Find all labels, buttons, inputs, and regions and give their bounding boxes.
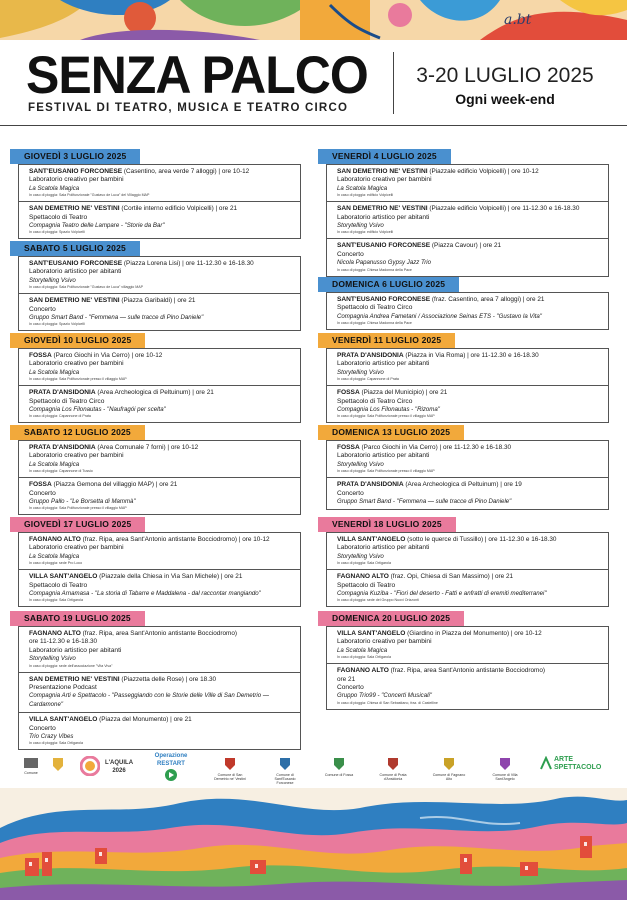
event-performer: La Scatola Magica: [337, 184, 388, 192]
event-location: FAGNANO ALTO: [337, 667, 389, 675]
event-rain-note: In caso di pioggia: Sala Polifunzionale "Gustavo de Luca" del Villaggio MAP: [29, 193, 150, 198]
day-events: [326, 626, 609, 710]
event: [19, 164, 300, 201]
event-detail: (Area Archeologica di Peltuinum) | ore 19: [403, 481, 522, 489]
event-performer: Compagnia Kuziba - "Fiori del deserto - Fatti e anfratti di eremiti mediterranei": [337, 590, 547, 598]
event-detail: (Piazza Cavour) | ore 21: [430, 242, 502, 250]
logo-arte-spettacolo: ARTE SPETTACOLO: [540, 756, 610, 772]
event-location: FAGNANO ALTO: [337, 573, 389, 581]
event-detail: (fraz. Casentino, area 7 alloggi) | ore 21: [430, 296, 545, 303]
event-rain-note: In caso di pioggia: Capannone di Tussio: [29, 469, 93, 474]
event-detail: (sotto le querce di Tussillo) | ore 11-12.30 e 16-18.30: [405, 536, 557, 543]
day-events: [326, 348, 609, 423]
event-rain-note: In caso di pioggia: Sala Polifunzionale presso il villaggio MAP: [29, 377, 127, 382]
event-location: SANT'EUSANIO FORCONESE: [29, 168, 123, 175]
event-time: ore 11-12.30 e 16-18.30: [29, 638, 98, 646]
event-type: Laboratorio artistico per abitanti: [337, 360, 430, 368]
event: [19, 293, 300, 330]
event-rain-note: In caso di pioggia: Chiesa Madonna della Pace: [337, 321, 412, 326]
day-header: VENERDÌ 4 LUGLIO 2025: [318, 149, 451, 164]
header: [0, 40, 627, 126]
event-type: Laboratorio artistico per abitanti: [337, 213, 430, 221]
event: [19, 532, 300, 569]
event-performer: Storytelling Vsivo: [337, 460, 384, 468]
day-events: [18, 626, 301, 750]
event: [19, 569, 300, 606]
event: [327, 569, 608, 606]
day-events: [326, 440, 609, 510]
event: [19, 201, 300, 238]
event-performer: Trio Crazy Vibes: [29, 733, 74, 741]
event-location: FAGNANO ALTO: [29, 630, 81, 637]
day-header: GIOVEDÌ 3 LUGLIO 2025: [10, 149, 140, 164]
day-header: VENERDÌ 11 LUGLIO 2025: [318, 333, 455, 348]
event-rain-note: In caso di pioggia: sede Pro Loco: [29, 561, 83, 566]
event-type: Spettacolo di Teatro: [29, 581, 88, 589]
event: [327, 626, 608, 663]
event: [327, 292, 608, 329]
event-detail: (Casentino, area verde 7 alloggi) | ore 10-12: [122, 168, 250, 175]
event-location: SAN DEMETRIO NE' VESTINI: [337, 205, 428, 213]
day-events: [326, 292, 609, 330]
event-type: Spettacolo di Teatro Circo: [29, 397, 105, 405]
event-location: FOSSA: [337, 389, 360, 397]
event-performer: Storytelling Vsivo: [29, 655, 76, 663]
event-detail: (Piazzale edificio Volpicelli) | ore 10-12: [427, 168, 539, 175]
event-performer: Storytelling Vsivo: [337, 222, 384, 230]
event-rain-note: In caso di pioggia: edificio Volpicelli: [337, 230, 394, 235]
event-detail: (fraz. Ripa, area Sant'Antonio antistante Bocciodromo): [80, 630, 238, 637]
event-detail: (Parco Giochi in Via Cerro) | ore 10-12: [51, 352, 163, 359]
event-type: Spettacolo di Teatro: [337, 581, 396, 589]
event-detail: (Piazza Garibaldi) | ore 21: [119, 297, 196, 305]
logo-operazione-restart: Operazione RESTART: [150, 752, 192, 783]
event-location: PRATA D'ANSIDONIA: [337, 481, 404, 489]
event-location: VILLA SANT'ANGELO: [337, 630, 406, 637]
event: [327, 238, 608, 275]
day-block: [10, 238, 302, 331]
day-events: [18, 256, 301, 331]
day-block: [10, 146, 302, 239]
day-block: [10, 608, 302, 750]
event-performer: La Scatola Magica: [337, 646, 388, 654]
event-type: Laboratorio creativo per bambini: [337, 638, 432, 646]
event-location: SAN DEMETRIO NE' VESTINI: [337, 168, 428, 175]
event-location: SAN DEMETRIO NE' VESTINI: [29, 205, 120, 213]
event-location: FOSSA: [29, 481, 52, 489]
event-rain-note: In caso di pioggia: Sala Ortigarola: [337, 655, 391, 660]
event-rain-note: In caso di pioggia: Chiesa di San Sebastiano, fraz. di Castelline: [337, 700, 438, 705]
event-detail: (Piazzale della Chiesa in Via San Michele) | ore 21: [97, 573, 243, 581]
logo-sant-eusanio: Comune di Sant'Eusanio Forconese: [268, 756, 302, 785]
event-rain-note: In caso di pioggia: Capannone di Prata: [337, 377, 399, 382]
day-events: [326, 532, 609, 607]
event-type: Spettacolo di Teatro: [29, 213, 88, 221]
event: [19, 440, 300, 477]
event-performer: Storytelling Vsivo: [337, 552, 384, 560]
event-type: Spettacolo di Teatro Circo: [337, 304, 413, 312]
event-detail: (Piazzale edificio Volpicelli) | ore 11-12.30 e 16-18.30: [427, 205, 580, 213]
logo-fagnano: Comune di Fagnano Alto: [432, 756, 466, 781]
event-time: ore 21: [337, 675, 356, 683]
event-rain-note: In caso di pioggia: Sala Polifunzionale presso il villaggio MAP: [337, 469, 435, 474]
event-rain-note: In caso di pioggia: Spazio Volpicelli: [29, 230, 85, 235]
event-type: Concerto: [337, 684, 364, 692]
event-location: FOSSA: [337, 444, 360, 451]
day-events: [18, 164, 301, 239]
day-block: [318, 146, 610, 277]
event-performer: Gruppo Smart Band - "Femmena — sulle tracce di Pino Daniele": [337, 498, 512, 506]
event: [19, 626, 300, 672]
event-location: VILLA SANT'ANGELO: [29, 573, 98, 581]
event: [327, 477, 608, 509]
logo-regione: [48, 756, 68, 773]
event-performer: La Scatola Magica: [29, 368, 80, 376]
event-detail: (Parco Giochi in Via Cerro) | ore 11-12.30 e 16-18.30: [359, 444, 512, 451]
event-type: Concerto: [337, 250, 364, 258]
event: [327, 348, 608, 385]
day-header: SABATO 12 LUGLIO 2025: [10, 425, 145, 440]
event-type: Presentazione Podcast: [29, 684, 97, 692]
day-block: [10, 514, 302, 607]
event-detail: (fraz. Opi, Chiesa di San Massimo) | ore 21: [388, 573, 514, 581]
event-type: Laboratorio creativo per bambini: [29, 452, 124, 460]
event: [327, 385, 608, 422]
day-header: DOMENICA 20 LUGLIO 2025: [318, 611, 464, 626]
event-location: PRATA D'ANSIDONIA: [29, 444, 96, 451]
event-type: Spettacolo di Teatro Circo: [337, 397, 413, 405]
logo-villa-sant-angelo: Comune di Villa Sant'Angelo: [488, 756, 522, 781]
festival-dates: 3-20 LUGLIO 2025: [416, 64, 594, 87]
event-performer: Compagnia Arti e Spettacolo - "Passeggiando con le Storie delle Ville di San Demetrio — Cardamone": [29, 692, 269, 708]
event-type: Laboratorio creativo per bambini: [29, 176, 124, 184]
event-detail: (Area Archeologica di Peltuinum) | ore 21: [95, 389, 214, 397]
event-rain-note: In caso di pioggia: Spazio Volpicelli: [29, 322, 85, 327]
event-rain-note: In caso di pioggia: Sala Polifunzionale "Gustavo de Luca" villaggio MAP: [29, 285, 144, 290]
day-header: GIOVEDÌ 17 LUGLIO 2025: [10, 517, 145, 532]
logo-prata: Comune di Prata d'Ansidonia: [376, 756, 410, 781]
day-block: [318, 514, 610, 607]
event-rain-note: In caso di pioggia: Sala Polifunzionale presso il villaggio MAP: [29, 506, 127, 511]
event-performer: Storytelling Vsivo: [337, 368, 384, 376]
event: [327, 532, 608, 569]
event-detail: (Piazza Gemona del villaggio MAP) | ore 21: [51, 481, 178, 489]
day-block: [318, 274, 610, 330]
event-rain-note: In caso di pioggia: sede dell'associazione "Vita Viva": [29, 663, 113, 668]
logo-san-demetrio: Comune di San Demetrio ne' Vestini: [213, 756, 247, 781]
logo-fossa: Comune di Fossa: [322, 756, 356, 777]
event-type: Laboratorio artistico per abitanti: [337, 452, 430, 460]
event: [327, 201, 608, 238]
event-performer: Compagnia Los Filonautas - "Rizoma": [337, 406, 440, 414]
event-rain-note: In caso di pioggia: Chiesa Madonna della Pace: [337, 267, 412, 272]
event-type: Concerto: [29, 489, 56, 497]
event-type: Laboratorio artistico per abitanti: [29, 268, 122, 276]
event-performer: La Scatola Magica: [29, 460, 80, 468]
day-header: GIOVEDÌ 10 LUGLIO 2025: [10, 333, 145, 348]
event-type: Laboratorio creativo per bambini: [29, 544, 124, 552]
event-rain-note: In caso di pioggia: sede del Gruppo Nuovi Orizzonti: [337, 598, 419, 603]
header-divider: [393, 52, 394, 114]
event-detail: (Giardino in Piazza del Monumento) | ore 10-12: [405, 630, 542, 637]
event-type: Laboratorio artistico per abitanti: [337, 544, 430, 552]
day-block: [10, 330, 302, 423]
event-type: Concerto: [29, 305, 56, 313]
event-performer: Compagnia Arnamasa - "La storia di Tabarre e Maddalena - dal raccontar mangiando": [29, 590, 261, 598]
event-rain-note: In caso di pioggia: Sala Ortigarola: [29, 598, 83, 603]
sponsor-logos: [0, 748, 627, 788]
event-location: SANT'EUSANIO FORCONESE: [337, 242, 431, 250]
event: [327, 164, 608, 201]
event-type: Laboratorio creativo per bambini: [29, 360, 124, 368]
event: [327, 663, 608, 709]
event-rain-note: In caso di pioggia: Capannone di Prata: [29, 414, 91, 419]
event-performer: Compagnia Teatro delle Lampare - "Storie da Bar": [29, 222, 165, 230]
landscape-illustration: [0, 788, 627, 900]
event-detail: (Piazzetta delle Rose) | ore 18.30: [119, 675, 217, 683]
event-rain-note: In caso di pioggia: Sala Ortigarola: [337, 561, 391, 566]
event-performer: Compagnia Andrea Fametani / Associazione Seinas ETS - "Gustavo la Vita": [337, 312, 542, 320]
day-header: DOMENICA 6 LUGLIO 2025: [318, 277, 459, 292]
logo-comune: Comune: [20, 756, 42, 775]
event-location: FOSSA: [29, 352, 52, 359]
event-rain-note: In caso di pioggia: edificio Volpicelli: [337, 193, 394, 198]
event-location: SAN DEMETRIO NE' VESTINI: [29, 675, 120, 683]
day-events: [18, 348, 301, 423]
event-detail: (fraz. Ripa, area Sant'Antonio antistante Bocciodromo) | ore 10-12: [80, 536, 270, 543]
day-block: [318, 608, 610, 710]
day-block: [10, 422, 302, 515]
event-performer: La Scatola Magica: [29, 552, 80, 560]
event-detail: (Cortile interno edificio Volpicelli) | ore 21: [119, 205, 238, 213]
day-events: [18, 440, 301, 515]
event-performer: La Scatola Magica: [29, 184, 80, 192]
event-location: FAGNANO ALTO: [29, 536, 81, 543]
day-events: [18, 532, 301, 607]
event: [19, 712, 300, 749]
event-detail: (Piazza del Municipio) | ore 21: [359, 389, 448, 397]
day-header: VENERDÌ 18 LUGLIO 2025: [318, 517, 456, 532]
event-detail: (fraz. Ripa, area Sant'Antonio antistante Bocciodromo): [388, 667, 546, 675]
event-performer: Gruppo Pallo - "Le Borsetta di Mammà": [29, 498, 136, 506]
banner-text: a.bt: [504, 12, 532, 28]
logo-laquila-2026: L'AQUILA 2026: [80, 756, 138, 776]
event-location: SANT'EUSANIO FORCONESE: [29, 260, 123, 267]
event: [19, 477, 300, 514]
event: [19, 256, 300, 293]
event-location: PRATA D'ANSIDONIA: [337, 352, 404, 359]
event-location: PRATA D'ANSIDONIA: [29, 389, 96, 397]
event-performer: Gruppo Trio99 - "Concerti Musicali": [337, 692, 432, 700]
event-location: SANT'EUSANIO FORCONESE: [337, 296, 431, 303]
event-performer: Storytelling Vsivo: [29, 276, 76, 284]
event-type: Laboratorio creativo per bambini: [337, 176, 432, 184]
event-location: VILLA SANT'ANGELO: [337, 536, 406, 543]
event: [327, 440, 608, 477]
event-detail: (Piazza in Via Roma) | ore 11-12.30 e 16-18.30: [403, 352, 539, 359]
event-performer: Gruppo Smart Band - "Femmena — sulle tracce di Pino Daniele": [29, 314, 204, 322]
event-detail: (Area Comunale 7 forni) | ore 10-12: [95, 444, 199, 451]
event-type: Laboratorio artistico per abitanti: [29, 646, 122, 654]
festival-title: SENZA PALCO: [26, 45, 368, 105]
top-illustration-banner: [0, 0, 627, 40]
event: [19, 672, 300, 713]
event: [19, 348, 300, 385]
event: [19, 385, 300, 422]
event-performer: Compagnia Los Filonautas - "Naufragói per scelta": [29, 406, 166, 414]
event-type: Concerto: [29, 724, 56, 732]
day-block: [318, 330, 610, 423]
day-header: DOMENICA 13 LUGLIO 2025: [318, 425, 464, 440]
day-header: SABATO 19 LUGLIO 2025: [10, 611, 145, 626]
event-detail: (Piazza Lorena Lisi) | ore 11-12.30 e 16-18.30: [122, 260, 254, 267]
event-rain-note: In caso di pioggia: Sala Ortigarola: [29, 741, 83, 746]
day-events: [326, 164, 609, 277]
event-detail: (Piazza del Monumento) | ore 21: [97, 716, 192, 724]
event-rain-note: In caso di pioggia: Sala Polifunzionale presso il villaggio MAP: [337, 414, 435, 419]
day-header: SABATO 5 LUGLIO 2025: [10, 241, 140, 256]
event-type: Concerto: [337, 489, 364, 497]
event-location: VILLA SANT'ANGELO: [29, 716, 98, 724]
festival-subtitle: FESTIVAL DI TEATRO, MUSICA E TEATRO CIRCO: [28, 102, 349, 114]
festival-weekends: Ogni week-end: [455, 91, 555, 107]
event-performer: Nicola Papanusso Gypsy Jazz Trio: [337, 259, 432, 267]
day-block: [318, 422, 610, 510]
event-location: SAN DEMETRIO NE' VESTINI: [29, 297, 120, 305]
